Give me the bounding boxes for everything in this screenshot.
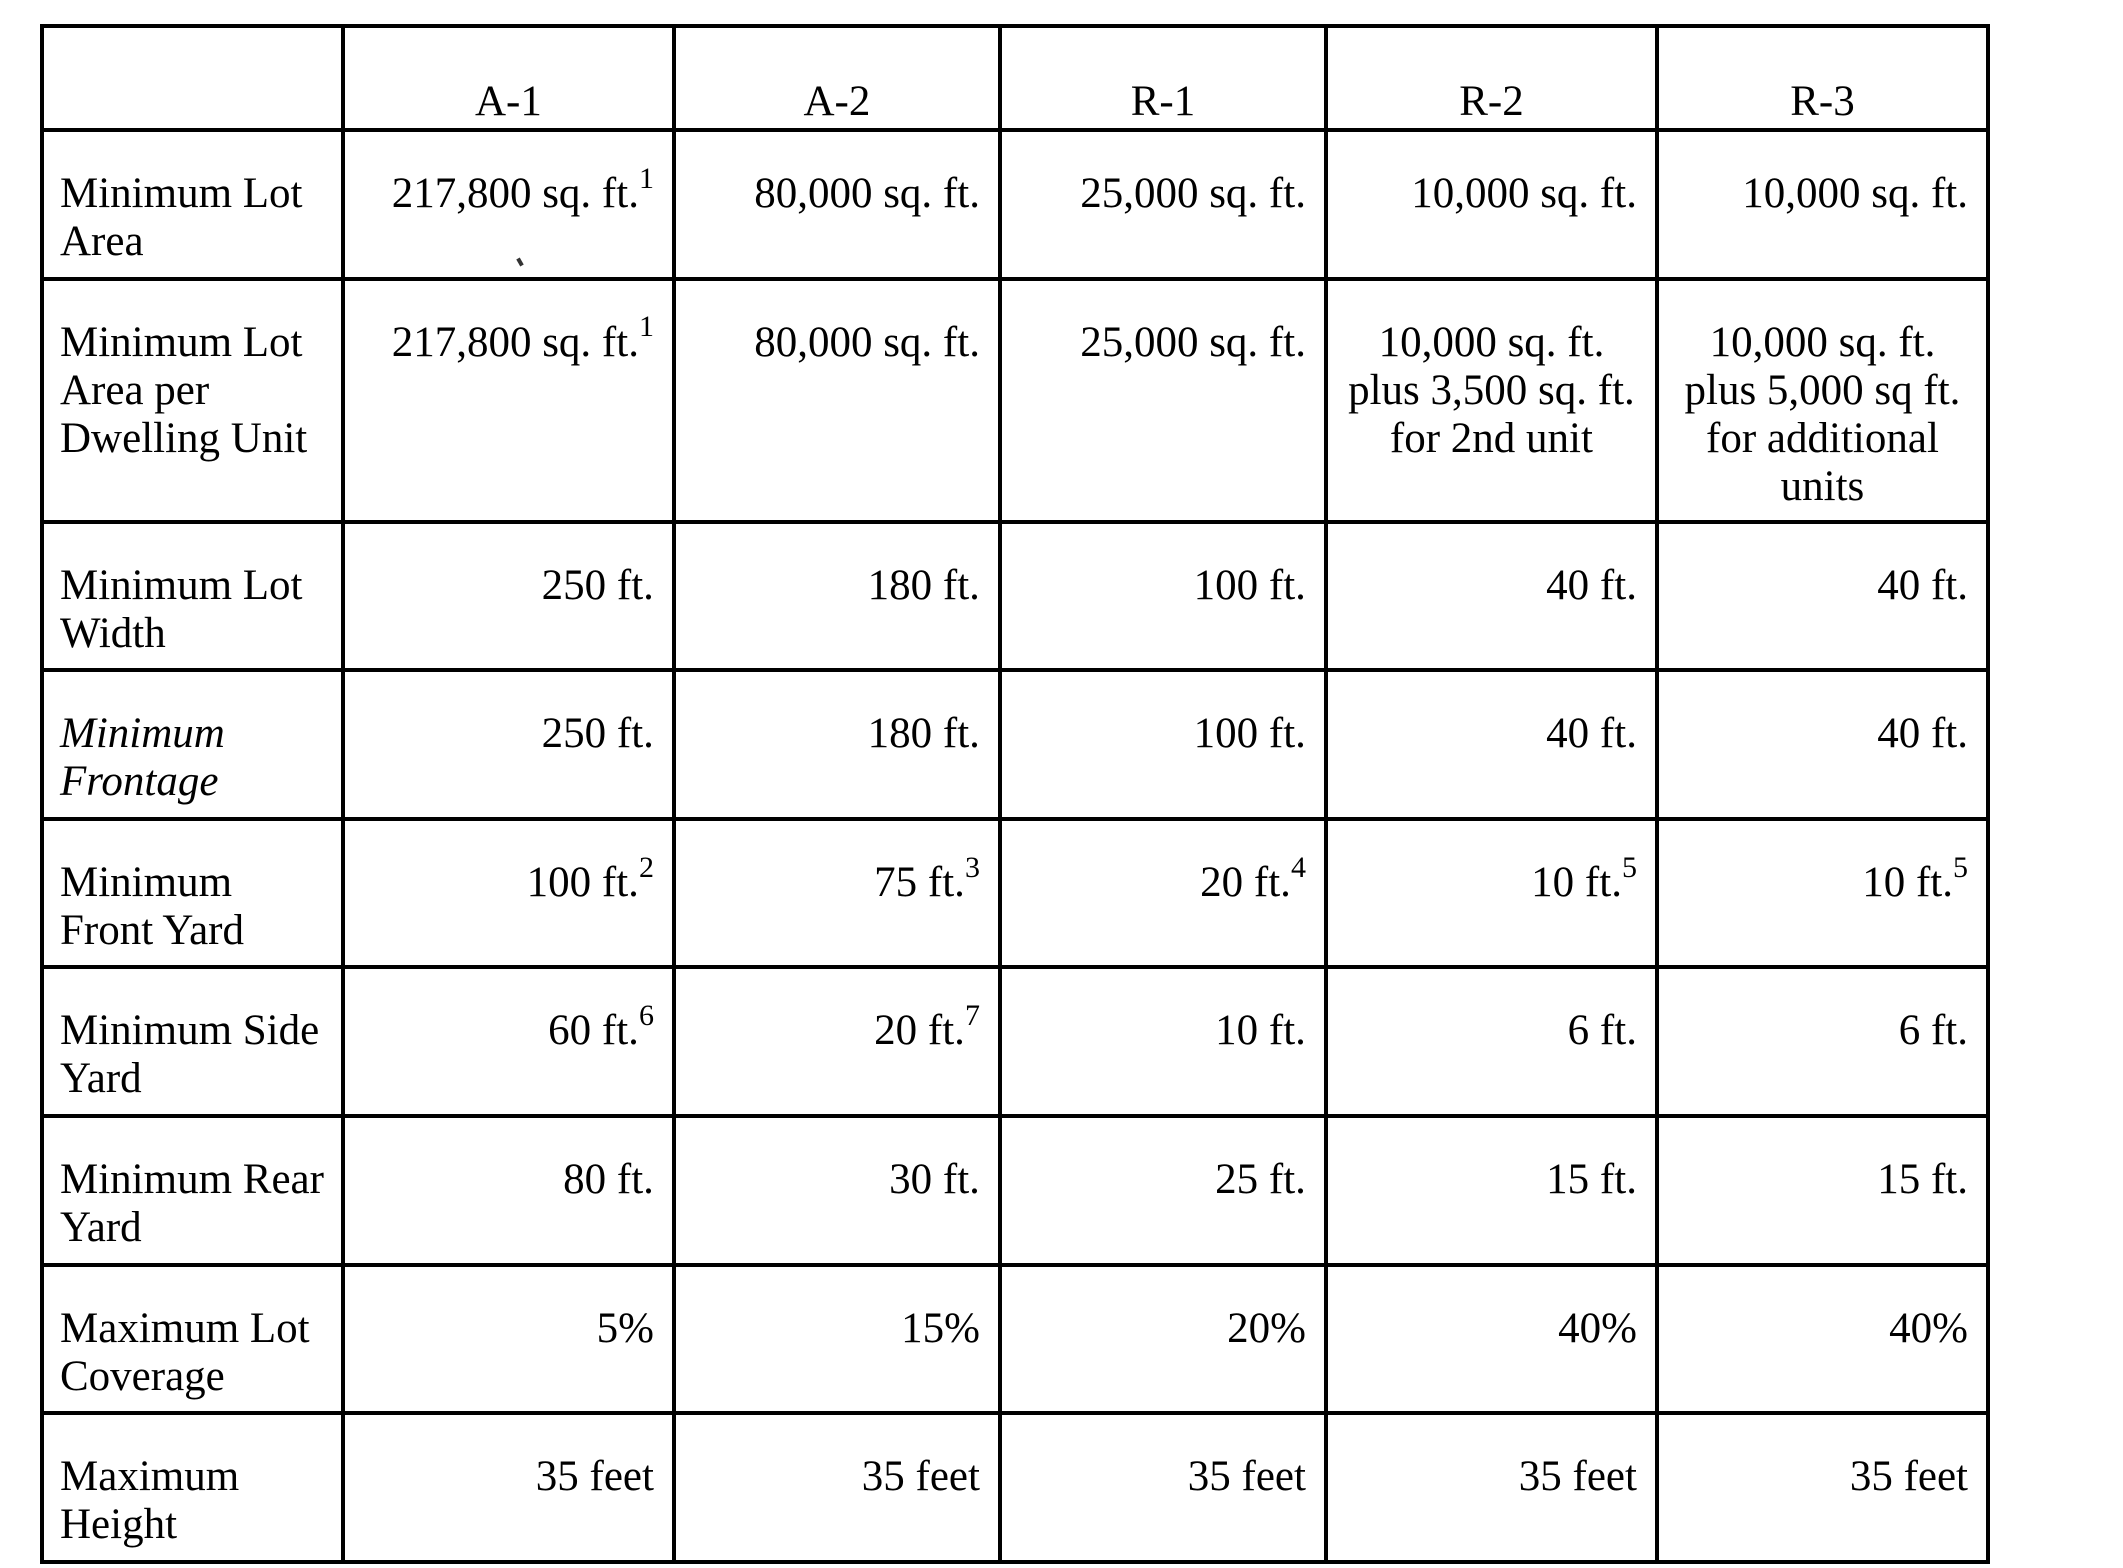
- cell-r3: [1657, 1413, 1988, 1562]
- cell-r1: [1000, 819, 1326, 968]
- cell-r1: [1000, 1265, 1326, 1414]
- cell-a1: [343, 670, 674, 819]
- cell-value: 217,800 sq. ft.: [391, 170, 639, 217]
- row-label: Minimum Rear Yard: [42, 1116, 343, 1265]
- cell-a2: [674, 967, 1000, 1116]
- cell-r1: [1000, 670, 1326, 819]
- column-header-a1: A-1: [343, 26, 674, 130]
- row-label: Minimum Side Yard: [42, 967, 343, 1116]
- table-row-min-frontage: [42, 670, 1988, 819]
- header-row: [42, 26, 1988, 130]
- cell-a2: [674, 130, 1000, 279]
- cell-a2: [674, 522, 1000, 671]
- cell-r2: [1326, 967, 1657, 1116]
- cell-value: 15%: [901, 1304, 980, 1352]
- row-label: Minimum Frontage: [42, 670, 343, 819]
- cell-r2: [1326, 819, 1657, 968]
- footnote-marker: 2: [638, 850, 654, 884]
- cell-r2: [1326, 1116, 1657, 1265]
- cell-value: 180 ft.: [867, 561, 980, 609]
- cell-value: 10,000 sq. ft.: [1411, 170, 1637, 217]
- table-body: [42, 130, 1988, 1562]
- cell-value: 15 ft.: [1877, 1156, 1968, 1204]
- row-label: Minimum Front Yard: [42, 819, 343, 968]
- cell-value: 60 ft.: [548, 1007, 639, 1055]
- cell-r3: [1657, 1265, 1988, 1414]
- cell-value: 40%: [1558, 1304, 1637, 1352]
- cell-value: 75 ft.: [874, 858, 965, 906]
- cell-r1: [1000, 130, 1326, 279]
- cell-r2: [1326, 1413, 1657, 1562]
- cell-value: 20%: [1227, 1304, 1306, 1352]
- cell-value: 35 feet: [535, 1453, 654, 1501]
- cell-value: 5%: [596, 1304, 654, 1352]
- footnote-marker: 5: [1953, 850, 1968, 884]
- cell-value: 180 ft.: [867, 710, 980, 758]
- column-header-r1: R-1: [1000, 26, 1326, 130]
- footnote-marker: 6: [638, 999, 654, 1033]
- column-header-a2: A-2: [674, 26, 1000, 130]
- cell-a1: [343, 279, 674, 522]
- cell-r2: [1326, 1265, 1657, 1414]
- cell-value: 35 feet: [1518, 1453, 1637, 1501]
- table-row-min-rear-yard: [42, 1116, 1988, 1265]
- cell-value: 25 ft.: [1215, 1156, 1306, 1204]
- cell-value: 35 feet: [1849, 1453, 1968, 1501]
- cell-r2: [1326, 522, 1657, 671]
- cell-r1: [1000, 279, 1326, 522]
- cell-value: 10,000 sq. ft. plus 5,000 sq ft. for additional units: [1684, 318, 1961, 510]
- cell-r3: [1657, 1116, 1988, 1265]
- cell-value: 6 ft.: [1898, 1007, 1968, 1055]
- cell-value: 40%: [1889, 1304, 1968, 1352]
- cell-value: 35 feet: [861, 1453, 980, 1501]
- cell-value: 6 ft.: [1567, 1007, 1637, 1055]
- footnote-marker: 7: [964, 999, 980, 1033]
- row-label: Maximum Height: [42, 1413, 343, 1562]
- cell-value: 100 ft.: [1193, 561, 1306, 609]
- footnote-marker: 3: [964, 850, 980, 884]
- cell-a1: [343, 1116, 674, 1265]
- cell-value: 250 ft.: [541, 561, 654, 609]
- cell-value: 25,000 sq. ft.: [1080, 318, 1306, 366]
- cell-r3: [1657, 819, 1988, 968]
- table-row-min-front-yard: [42, 819, 1988, 968]
- cell-a1: [343, 1265, 674, 1414]
- cell-value: 10,000 sq. ft. plus 3,500 sq. ft. for 2nd unit: [1348, 318, 1635, 462]
- cell-a2: [674, 819, 1000, 968]
- table-row-min-lot-area-per-dwelling: [42, 279, 1988, 522]
- cell-value: 10 ft.: [1531, 858, 1622, 906]
- table-row-min-lot-width: [42, 522, 1988, 671]
- cell-value: 30 ft.: [889, 1156, 980, 1204]
- footnote-marker: 1: [638, 161, 654, 195]
- cell-r3: [1657, 130, 1988, 279]
- column-header-r3: R-3: [1657, 26, 1988, 130]
- cell-a2: [674, 1265, 1000, 1414]
- cell-r3: [1657, 522, 1988, 671]
- footnote-marker: 1: [638, 310, 654, 344]
- cell-r2: [1326, 130, 1657, 279]
- table-row-max-lot-coverage: [42, 1265, 1988, 1414]
- cell-value: 10,000 sq. ft.: [1742, 170, 1968, 217]
- cell-r1: [1000, 1116, 1326, 1265]
- cell-value: 80,000 sq. ft.: [754, 170, 980, 217]
- cell-value: 40 ft.: [1877, 710, 1968, 758]
- cell-a2: [674, 1116, 1000, 1265]
- cell-value: 80 ft.: [563, 1156, 654, 1204]
- cell-r1: [1000, 1413, 1326, 1562]
- table-row-min-lot-area: [42, 130, 1988, 279]
- cell-value: 100 ft.: [1193, 710, 1306, 758]
- cell-r1: [1000, 522, 1326, 671]
- cell-value: 10 ft.: [1215, 1007, 1306, 1055]
- zoning-dimensional-table: [40, 24, 1990, 1564]
- cell-value: 40 ft.: [1546, 561, 1637, 609]
- cell-value: 20 ft.: [874, 1007, 965, 1055]
- header-corner: [42, 26, 343, 130]
- footnote-marker: 4: [1290, 850, 1306, 884]
- cell-r1: [1000, 967, 1326, 1116]
- cell-r3: [1657, 967, 1988, 1116]
- cell-a2: [674, 279, 1000, 522]
- table-row-max-height: [42, 1413, 1988, 1562]
- cell-value: 35 feet: [1187, 1453, 1306, 1501]
- cell-a1: [343, 819, 674, 968]
- cell-value: 20 ft.: [1200, 858, 1291, 906]
- cell-value: 10 ft.: [1862, 858, 1953, 906]
- cell-value: 100 ft.: [526, 858, 639, 906]
- cell-a1: [343, 130, 674, 279]
- cell-r2: [1326, 279, 1657, 522]
- row-label: Maximum Lot Coverage: [42, 1265, 343, 1414]
- cell-value: 25,000 sq. ft.: [1080, 170, 1306, 217]
- table-row-min-side-yard: [42, 967, 1988, 1116]
- cell-value: 15 ft.: [1546, 1156, 1637, 1204]
- row-label: Minimum Lot Area: [42, 130, 343, 279]
- cell-value: 40 ft.: [1877, 561, 1968, 609]
- footnote-marker: 5: [1621, 850, 1637, 884]
- cell-a2: [674, 1413, 1000, 1562]
- cell-value: 80,000 sq. ft.: [754, 318, 980, 366]
- row-label: Minimum Lot Area per Dwelling Unit: [42, 279, 343, 522]
- cell-a2: [674, 670, 1000, 819]
- cell-r2: [1326, 670, 1657, 819]
- cell-a1: [343, 522, 674, 671]
- cell-value: 40 ft.: [1546, 710, 1637, 758]
- cell-value: 250 ft.: [541, 710, 654, 758]
- cell-value: 217,800 sq. ft.: [391, 318, 639, 366]
- cell-r3: [1657, 279, 1988, 522]
- row-label: Minimum Lot Width: [42, 522, 343, 671]
- column-header-r2: R-2: [1326, 26, 1657, 130]
- cell-r3: [1657, 670, 1988, 819]
- cell-a1: [343, 1413, 674, 1562]
- cell-a1: [343, 967, 674, 1116]
